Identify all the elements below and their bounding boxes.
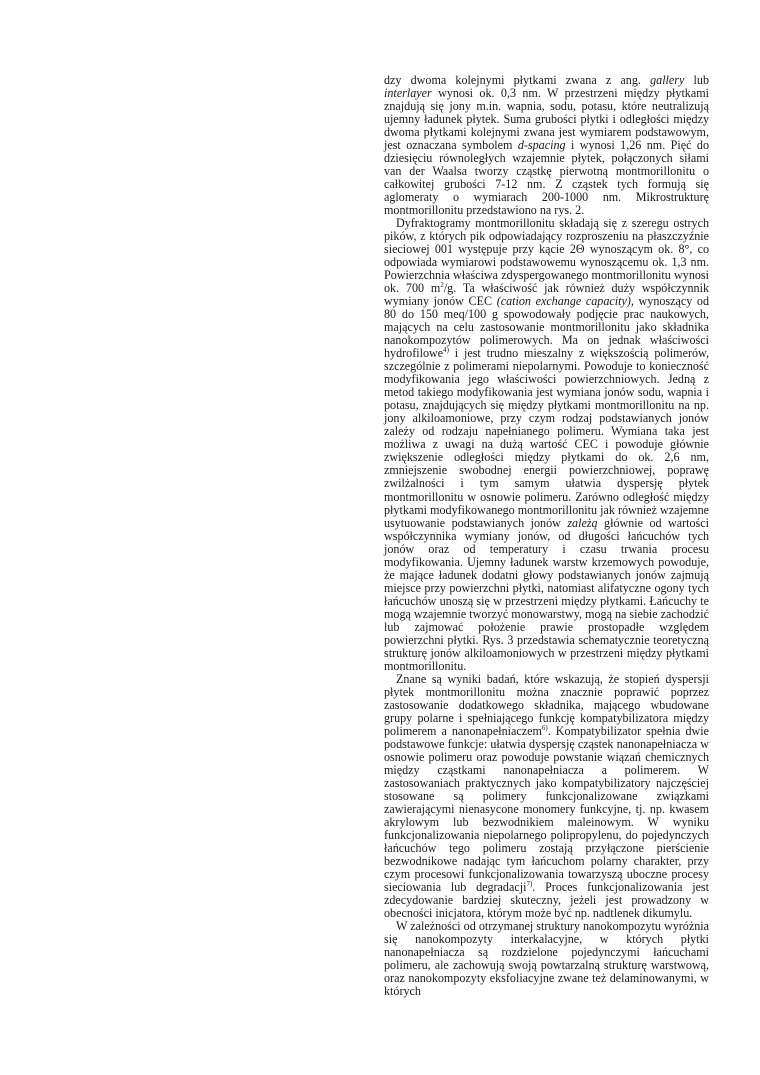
footnote-reference: 4) — [443, 346, 449, 355]
text-run: wynosi ok. 0,3 nm. W przestrzeni między płytkami znajdują się jony m.in. wapnia, sodu, potasu, które neutralizują ujemny ładunek płytek. Suma grubości płytki i odległości między dwoma płytkami kolejnymi zwana jest wymiarem podstawowym, jest oznaczana symbolem — [384, 86, 709, 153]
footnote-reference: 6) — [541, 723, 548, 732]
text-column — [384, 74, 709, 998]
italic-term: (cation exchange capacity), — [496, 294, 634, 309]
text-run: W zależności od otrzymanej struktury nanokompozytu wyróżnia się nanokompozyty interkalacyjne, w których płytki nanonapełniacza są rozdzielone pojedynczymi łańcuchami polimeru, ale zachowują swoją powtarzalną strukturę warstwową, oraz nanokompozyty eksfoliacyjne zwane też delaminowanymi, w których — [384, 919, 709, 999]
footnote-reference: 2 — [440, 281, 444, 290]
text-run: i wynosi 1,26 nm. Pięć do dziesięciu równoległych wzajemnie płytek, połączonych siłami van der Waalsa tworzy cząstkę pierwotną montmorillonitu o całkowitej grubości 7-12 nm. Z cząstek tych formują się aglomeraty o wymiarach 200-1000 nm. Mikrostrukturę montmorillonitu przedstawiono na rys. 2. — [384, 138, 710, 218]
italic-term: gallery — [650, 73, 685, 87]
body-paragraph — [384, 74, 709, 217]
text-run: wynoszący od 80 do 150 meq/100 g spowodowały podjęcie prac naukowych, mających na celu zastosowanie montmorillonitu jako składnika nanokompozytów polimerowych. Ma on jednak właściwości hydrofilowe — [384, 294, 710, 361]
text-run: Dyfraktogramy montmorillonitu składają się z szeregu ostrych pików, z których pik odpowiadający rozproszeniu na płaszczyźnie sieciowej 001 występuje przy kącie 2Θ wynoszącym ok. 8°, co odpowiada wymiarowi podstawowemu wynoszącemu ok. 1,3 nm. Powierzchnia właściwa zdyspergowanego montmorillonitu wynosi ok. 700 m — [384, 216, 709, 296]
italic-term: d-spacing — [517, 138, 566, 153]
text-run: . Kompatybilizator spełnia dwie podstawowe funkcje: ułatwia dyspersję cząstek nanonapełniacza w osnowie polimeru oraz powoduje powstanie wiązań chemicznych między cząstkami nanonapełniacza a polimerem. W zastosowaniach praktycznych jako kompatybilizatory najczęściej stosowane są polimery funkcjonalizowane związkami zawierającymi nienasycone monomery funkcyjne, tj. np. kwasem akrylowym lub bezwodnikiem maleinowym. W wyniku funkcjonalizowania niepolarnego polipropylenu, do pojedynczych łańcuchów tego polimeru zostają przyłączone pierścienie bezwodnikowe nadając tym łańcuchom polarny charakter, przy czym procesowi funkcjonalizowania towarzyszą uboczne procesy sieciowania lub degradacji — [384, 723, 709, 894]
body-paragraph — [384, 673, 709, 920]
text-run: . Proces funkcjonalizowania jest zdecydowanie bardziej skuteczny, jeżeli jest prowadzony w obecności inicjatora, którym może być np. nadtlenek dikumylu. — [384, 879, 710, 920]
text-run: /g. Ta właściwość jak również duży współczynnik wymiany jonów CEC — [384, 281, 709, 309]
text-run: lub — [684, 73, 709, 87]
footnote-reference: 7) — [526, 879, 533, 888]
text-run: dzy dwoma kolejnymi płytkami zwana z ang. — [384, 73, 651, 87]
body-paragraph — [384, 920, 709, 998]
body-paragraph — [384, 217, 709, 673]
text-run: Znane są wyniki badań, które wskazują, że stopień dyspersji płytek montmorillonitu można znacznie poprawić poprzez zastosowanie dodatkowego składnika, mającego wbudowane grupy polarne i spełniającego funkcję kompatybilizatora między polimerem a nanonapełniaczem — [384, 671, 709, 738]
italic-term: zależą — [567, 515, 598, 530]
italic-term: interlayer — [384, 86, 432, 101]
text-run: głównie od wartości współczynnika wymiany jonów, od długości łańcuchów tych jonów oraz od temperatury i czasu trwania procesu modyfikowania. Ujemny ładunek warstw krzemowych powoduje, że mające ładunek dodatni głowy podstawianych jonów zajmują miejsce przy powierzchni płytki, natomiast alifatyczne ogony tych łańcuchów unoszą się w przestrzeni między płytkami. Łańcuchy te mogą wzajemnie tworzyć monowarstwy, mogą na siebie zachodzić lub zajmować położenie prawie prostopadłe względem powierzchni płytki. Rys. 3 przedstawia schematycznie teoretyczną strukturę jonów alkiloamoniowych w przestrzeni między płytkami montmorillonitu. — [384, 515, 709, 673]
text-run: i jest trudno mieszalny z większością polimerów, szczególnie z polimerami niepolarnymi. Powoduje to konieczność modyfikowania jego właściwości powierzchniowych. Jedną z metod takiego modyfikowania jest wymiana jonów sodu, wapnia i potasu, znajdujących się między płytkami montmorillonitu na np. jony alkiloamoniowe, przy czym rodzaj podstawianych jonów zależy od rodzaju napełnianego polimeru. Wymiana taka jest możliwa z uwagi na dużą wartość CEC i powoduje głównie zwiększenie odległości między płytkami do ok. 2,6 nm, zmniejszenie swobodnej energii powierzchniowej, poprawę zwilżalności i tym samym ułatwia dyspersję płytek montmorillonitu w osnowie polimeru. Zarówno odległość między płytkami modyfikowanego montmorillonitu jak również wzajemne usytuowanie podstawianych jonów — [384, 346, 709, 530]
